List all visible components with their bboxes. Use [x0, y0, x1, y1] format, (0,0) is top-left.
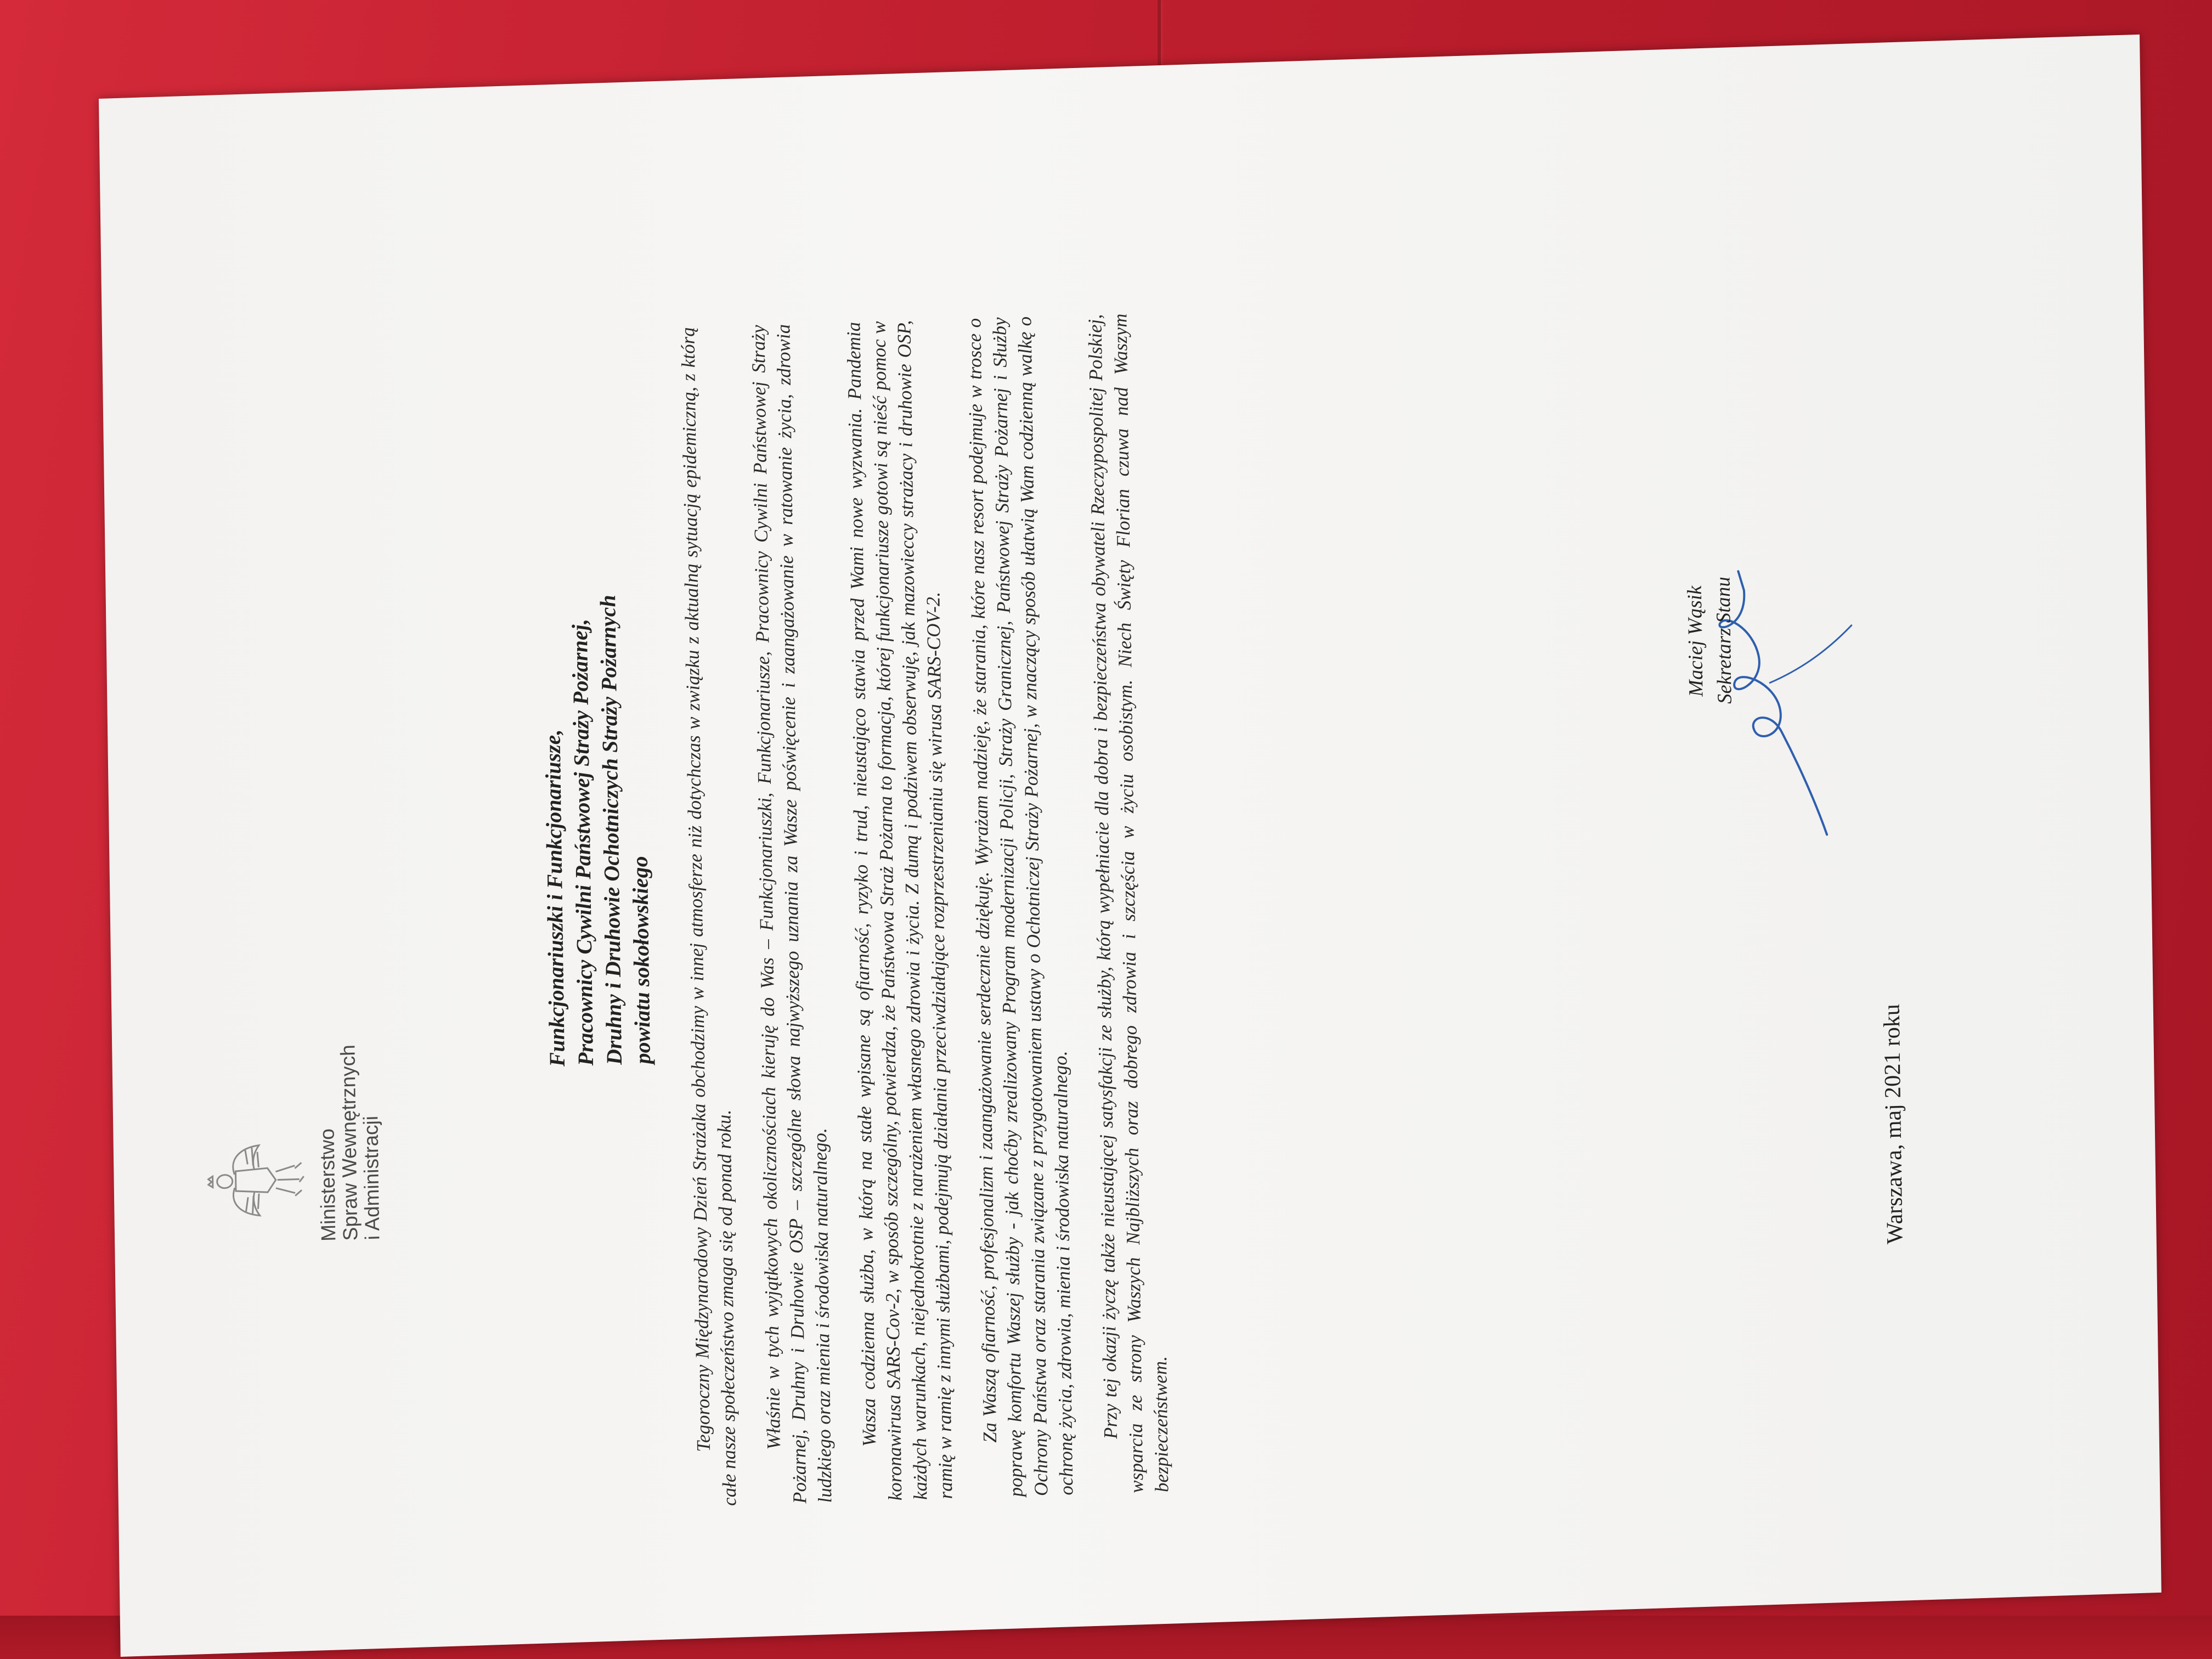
body-paragraph: Przy tej okazji życzę także nieustającej satysfakcji ze służby, którą wypełniacie dla dobra i bezpieczeństwa obywateli Rzeczypospolitej Polskiej, wsparcia ze strony Waszych Najbliższych oraz dobrego zdrowia i szczęścia w życiu osobistym. Niech Święty Florian czuwa nad Waszym bezpieczeństwem.: [1084, 313, 1173, 1494]
salutation: [535, 460, 657, 1068]
signatory-name: Maciej Wąsik: [1683, 585, 1708, 697]
letter-body: [675, 312, 1194, 1507]
body-paragraph: Tegoroczny Międzynarodowy Dzień Strażaka obchodzimy w innej atmosferze niż dotychczas w związku z aktualną sytuacją epidemiczną, z którą całe nasze społeczeństwo zmaga się od ponad roku.: [677, 326, 741, 1506]
place-and-date: Warszawa, maj 2021 roku: [1879, 1003, 1908, 1245]
salutation-line: Pracownicy Cywilni Państwowej Straży Pożarnej,: [567, 618, 599, 1066]
body-paragraph: Wasza codzienna służba, w którą na stałe wpisane są ofiarność, ryzyko i trud, nieustająco stawia przed Wami nowe wyzwania. Pandemia koronawirusa SARS-Cov-2, w sposób szczególny, potwierdza, że Państwowa Straż Pożarna to formacja, której funkcjonariusze gotowi są nieść pomoc w każdych warunkach, niejednokrotnie z narażeniem własnego zdrowia i życia. Z dumą i podziwem obserwuję, jak mazowieccy strażacy i druhowie OSP, ramię w ramię z innymi służbami, podejmują działania przeciwdziałające rozprzestrzenianiu się wirusa SARS-COV-2.: [843, 320, 957, 1502]
ministry-line: Ministerstwo: [315, 1128, 340, 1242]
signatory-title: Sekretarz Stanu: [1712, 576, 1736, 704]
salutation-line: Funkcjonariuszki i Funkcjonariusze,: [540, 729, 570, 1068]
letter-content: [99, 35, 2162, 1657]
signature-stroke: [1769, 625, 1852, 683]
body-paragraph: Właśnie w tych wyjątkowych okolicznościach kieruję do Was – Funkcjonariuszki, Funkcjonariusze, Pracownicy Cywilni Państwowej Straży Pożarnej, Druhny i Druhowie OSP – szczególne słowa najwyższego uznania za Wasze poświęcenie i zaangażowanie w ratowanie życia, zdrowia ludzkiego oraz mienia i środowiska naturalnego.: [747, 324, 836, 1504]
ministry-line: i Administracji: [359, 1115, 384, 1240]
signature-block: [1679, 497, 1740, 784]
ministry-line: Spraw Wewnętrznych: [336, 1044, 362, 1242]
salutation-line: powiatu sokołowskiego: [627, 855, 656, 1065]
body-paragraph: Za Waszą ofiarność, profesjonalizm i zaangażowanie serdecznie dziękuję. Wyrażam nadzieję, że starania, które nasz resort podejmuje w trosce o poprawę komfortu Waszej służby - jak choćby zrealizowany Program modernizacji Policji, Straży Granicznej, Państwowej Straży Pożarnej i Służby Ochrony Państwa oraz starania związane z przygotowaniem ustawy o Ochotniczej Straży Pożarnej, w znaczący sposób ułatwią Wam codzienną walkę o ochronę życia, zdrowia, mienia i środowiska naturalnego.: [963, 316, 1077, 1498]
ministry-name: [314, 988, 383, 1242]
salutation-line: Druhny i Druhowie Ochotniczych Straży Pożarnych: [595, 594, 627, 1065]
letter-sheet: [99, 35, 2162, 1657]
polish-eagle-emblem-icon: [207, 1141, 307, 1221]
